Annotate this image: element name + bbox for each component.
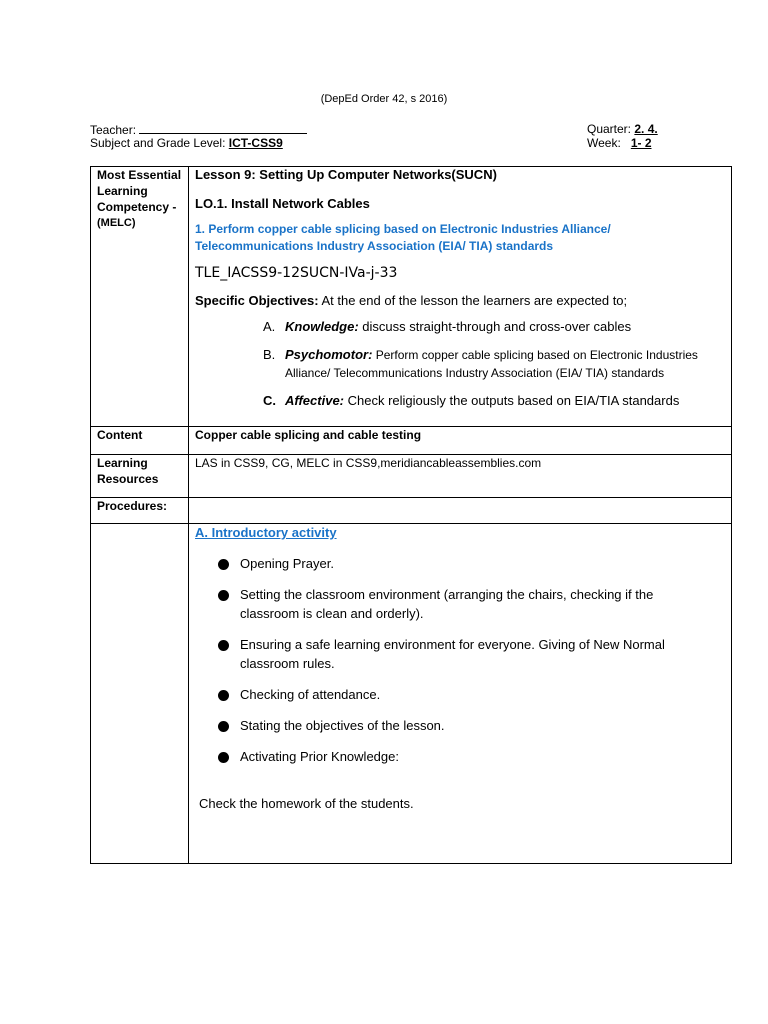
bullet-icon [218,752,229,763]
resources-value: LAS in CSS9, CG, MELC in CSS9,meridiancableassemblies.com [189,455,732,498]
lesson-title: Lesson 9: Setting Up Computer Networks(SUCN) [195,167,497,182]
specific-objectives [195,293,725,308]
list-item: Activating Prior Knowledge: [195,747,725,766]
teacher-line [90,122,307,137]
week-value: 1- 2 [630,136,652,150]
quarter-line [587,122,658,136]
objective-b-text: Perform copper cable splicing based on Electronic Industries Alliance/ Telecommunications Industry Association (EIA/ TIA) standards [285,348,698,380]
objective-c [263,392,725,410]
bullet-icon [218,559,229,570]
bullet-icon [218,590,229,601]
melc-label-cell [91,167,189,427]
subject-value: ICT-CSS9 [228,136,283,150]
bullet-icon [218,721,229,732]
competency-code: TLE_IACSS9-12SUCN-IVa-j-33 [195,265,398,281]
melc-label-sub: (MELC) [97,217,136,229]
introductory-activity-title: A. Introductory activity [195,525,337,540]
subject-line [90,136,283,150]
content-value: Copper cable splicing and cable testing [189,427,732,455]
deped-order: (DepEd Order 42, s 2016) [320,93,448,105]
objective-a-term: Knowledge: [285,319,359,334]
learning-objective: LO.1. Install Network Cables [195,196,370,211]
week-line [587,136,652,150]
melc-label: Most Essential Learning Competency - [97,168,182,214]
objective-b [263,346,725,382]
resources-label: Learning Resources [91,455,189,498]
content-label: Content [91,427,189,455]
resources-row [91,455,732,498]
teacher-label: Teacher: [90,123,137,137]
objective-c-text: Check religiously the outputs based on EIA/TIA standards [344,393,680,408]
activities-cell [189,524,732,864]
week-label: Week: [587,136,621,150]
objective-c-term: Affective: [285,393,345,408]
competency-text: 1. Perform copper cable splicing based on Electronic Industries Alliance/ Telecommunications Industry Association (EIA/ TIA) standards [195,222,611,253]
list-item: Setting the classroom environment (arranging the chairs, checking if the classroom is clean and orderly). [195,585,725,623]
spec-text: At the end of the lesson the learners are expected to; [318,293,628,308]
procedures-label: Procedures: [91,498,189,524]
lesson-plan-table [90,166,732,864]
list-item: Ensuring a safe learning environment for everyone. Giving of New Normal classroom rules. [195,635,725,673]
objective-a [263,318,725,336]
list-item: Stating the objectives of the lesson. [195,716,725,735]
objective-a-text: discuss straight-through and cross-over cables [358,319,632,334]
list-item: Opening Prayer. [195,554,725,573]
subject-label: Subject and Grade Level: [90,136,226,150]
procedures-empty-cell [189,498,732,524]
objective-a-letter: A. [263,319,276,334]
activities-row [91,524,732,864]
content-row [91,427,732,455]
objective-b-term: Psychomotor: [285,347,373,362]
objective-b-letter: B. [263,347,276,362]
bullet-icon [218,690,229,701]
procedures-row [91,498,732,524]
spec-label: Specific Objectives: [195,293,319,308]
activities-label-cell [91,524,189,864]
quarter-label: Quarter: [587,122,632,136]
quarter-value: 2. 4. [634,122,658,136]
homework-check: Check the homework of the students. [199,796,414,811]
objective-c-letter: C. [263,393,276,408]
teacher-blank [139,122,307,134]
bullet-icon [218,640,229,651]
list-item: Checking of attendance. [195,685,725,704]
activity-list [195,554,725,766]
melc-content-cell [189,167,732,427]
melc-row [91,167,732,427]
